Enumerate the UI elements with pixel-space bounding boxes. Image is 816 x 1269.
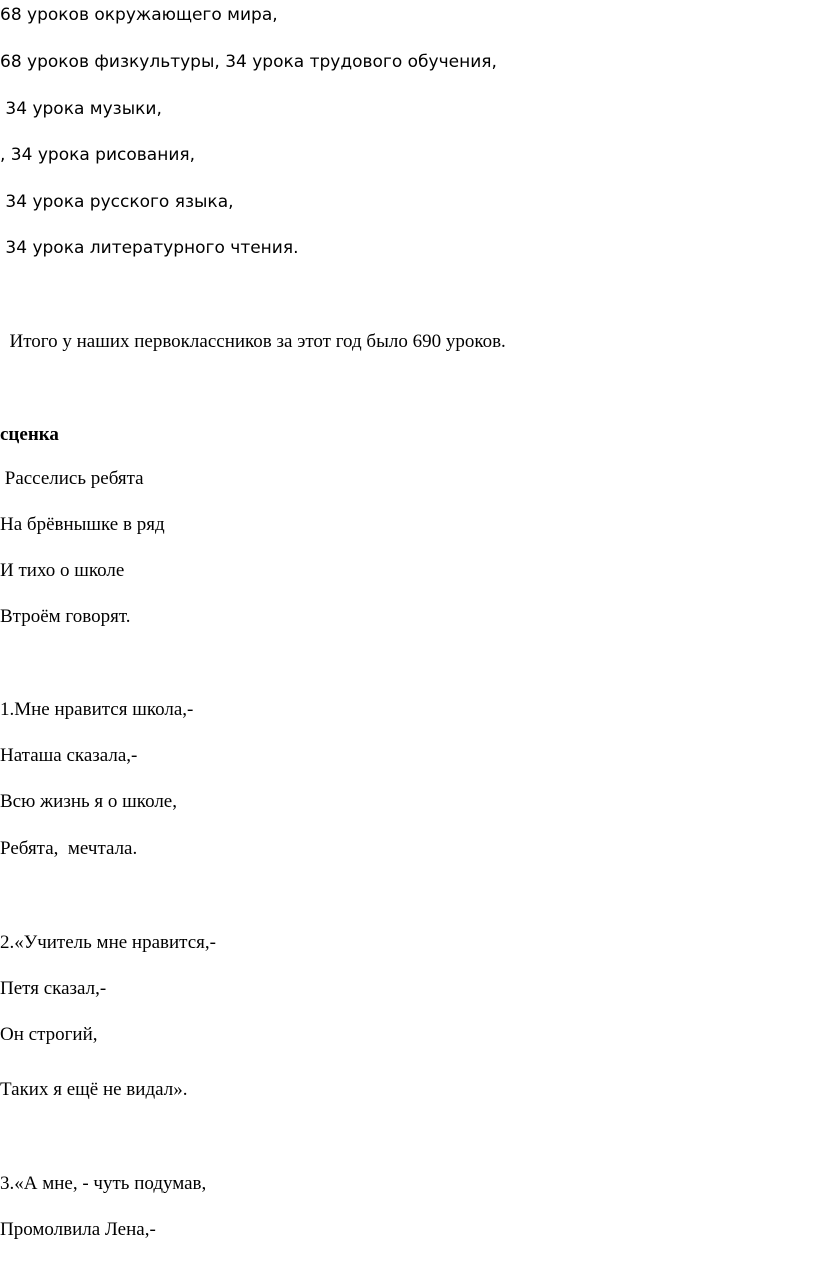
total-lessons-line: Итого у наших первоклассников за этот год было 690 уроков. [0, 331, 506, 352]
verse-line: Расселись ребята [0, 468, 144, 489]
lesson-line: 68 уроков физкультуры, 34 урока трудового обучения, [0, 52, 497, 72]
verse-line: Промолвила Лена,- [0, 1219, 156, 1240]
lesson-line: , 34 урока рисования, [0, 145, 196, 165]
verse-line: 3.«А мне, - чуть подумав, [0, 1173, 207, 1194]
verse-line: 2.«Учитель мне нравится,- [0, 932, 216, 953]
verse-line: Всю жизнь я о школе, [0, 791, 177, 812]
verse-line: 1.Мне нравится школа,- [0, 699, 194, 720]
lesson-line: 68 уроков окружающего мира, [0, 5, 278, 25]
scene-heading: сценка [0, 424, 59, 445]
lesson-line: 34 урока русского языка, [0, 192, 234, 212]
lesson-line: 34 урока литературного чтения. [0, 238, 299, 258]
verse-line: На брёвнышке в ряд [0, 514, 165, 535]
verse-line: Петя сказал,- [0, 978, 107, 999]
verse-line: Он строгий, [0, 1024, 98, 1045]
verse-line: Втроём говорят. [0, 606, 131, 627]
verse-line: Ребята, мечтала. [0, 838, 138, 859]
lesson-line: 34 урока музыки, [0, 99, 162, 119]
verse-line: Наташа сказала,- [0, 745, 138, 766]
verse-line: И тихо о школе [0, 560, 125, 581]
verse-line: Таких я ещё не видал». [0, 1079, 188, 1100]
